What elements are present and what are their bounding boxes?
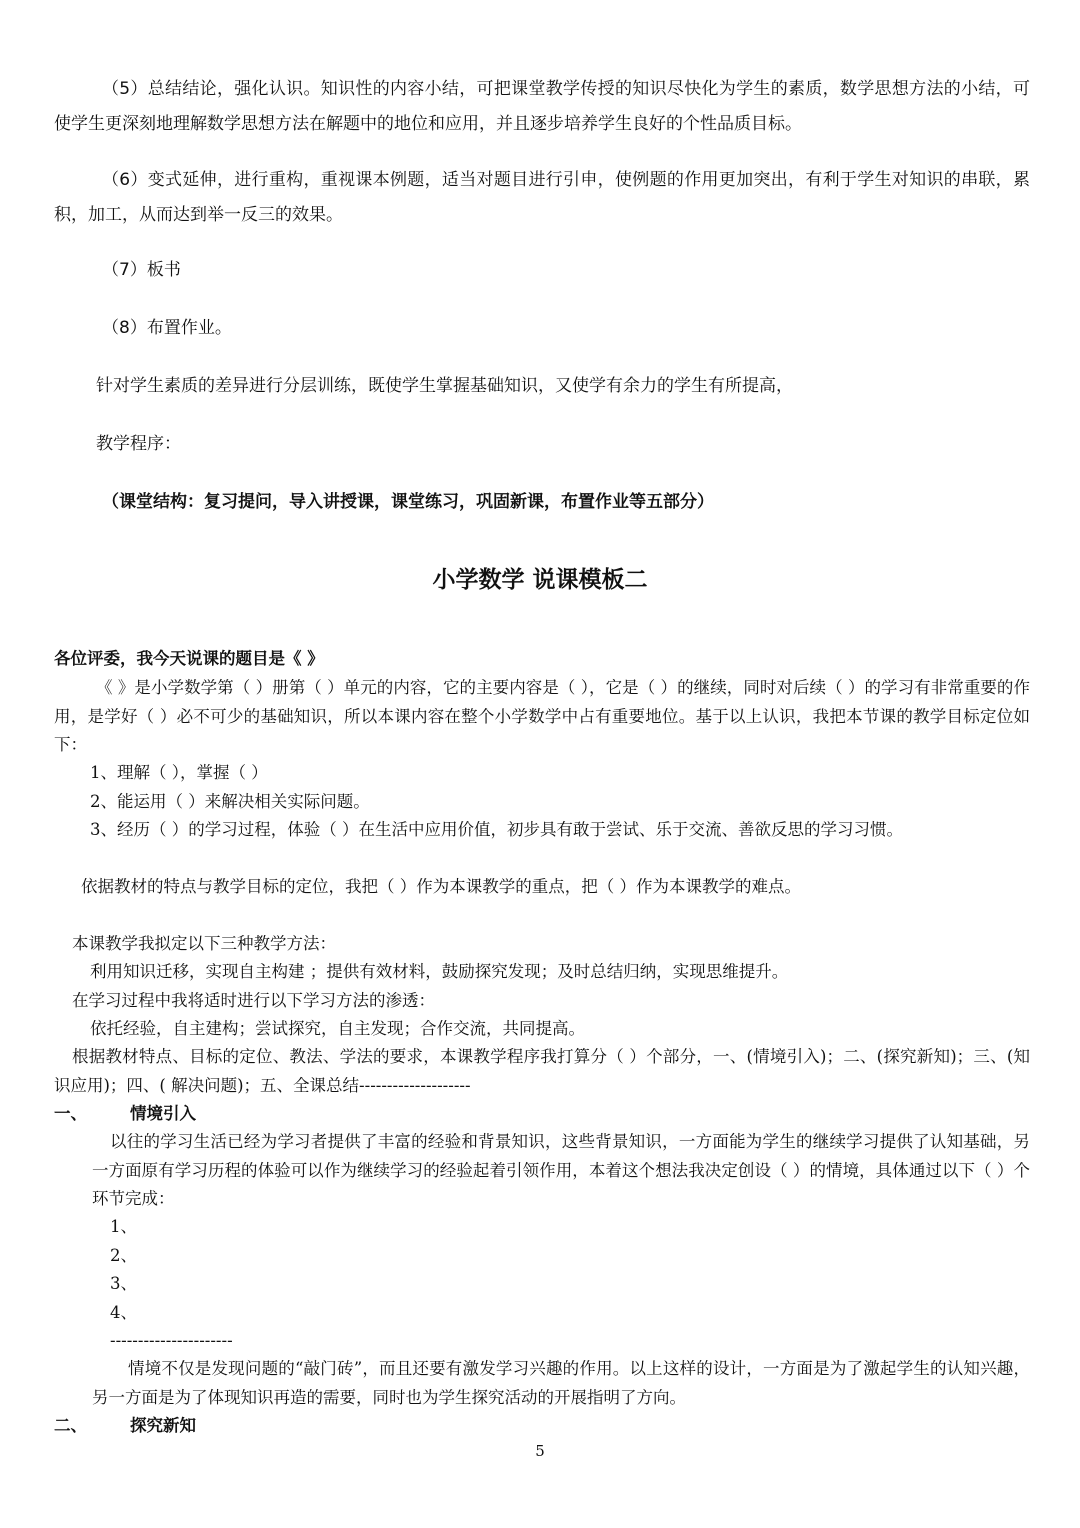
section-1-number: 一、	[54, 1104, 87, 1123]
methods-intro: 本课教学我拟定以下三种教学方法：	[72, 934, 336, 953]
section-1-title: 情境引入	[130, 1104, 196, 1123]
goal-2: 2、能运用（ ）来解决相关实际问题。	[90, 792, 370, 811]
paragraph-summary-conclusion: （5）总结结论，强化认识。知识性的内容小结，可把课堂教学传授的知识尽快化为学生的素质，数学思想方法的小结，可使学生更深刻地理解数学思想方法在解题中的地位和应用，并且逐步培养学生良好的个性品质目标。	[54, 79, 1030, 134]
paragraph-intro: 《 》是小学数学第（ ）册第（ ）单元的内容，它的主要内容是（ ），它是（ ）的继续，同时对后续（ ）的学习有非常重要的作用，是学好（ ）必不可少的基础知识，所以本课内容在整个小学数学中占有重要地位。基于以上认识，我把本节课的教学目标定位如下：	[54, 678, 1030, 754]
section-1-heading	[54, 1100, 1030, 1129]
teaching-methods: 利用知识迁移，实现自主构建 ；提供有效材料，鼓励探究发现；及时总结归纳，实现思维提升。	[90, 962, 789, 981]
study-methods: 依托经验，自主建构；尝试探究，自主发现；合作交流，共同提高。	[90, 1019, 585, 1038]
goal-1: 1、理解（ ），掌握（ ）	[90, 763, 268, 782]
section-1-summary: 情境不仅是发现问题的“敲门砖”，而且还要有激发学习兴趣的作用。以上这样的设计，一方面是为了激起学生的认知兴趣，另一方面是为了体现知识再造的需要，同时也为学生探究活动的开展指明了方向。	[92, 1359, 1030, 1407]
paragraph-teaching-procedure: 教学程序：	[96, 434, 181, 454]
section-2-title: 探究新知	[130, 1416, 196, 1435]
greeting: 各位评委，我今天说课的题目是《 》	[54, 649, 324, 668]
page-title: 小学数学 说课模板二	[432, 567, 648, 593]
step-4: 4、	[110, 1303, 137, 1322]
paragraph-procedure: 根据教材特点、目标的定位、教法、学法的要求，本课教学程序我打算分（ ）个部分，一、(情境引入)；二、(探究新知)；三、(知识应用)；四、( 解决问题)；五、全课总结--------------------	[54, 1047, 1030, 1095]
paragraph-blackboard: （7）板书	[102, 260, 181, 280]
page-number: 5	[535, 1442, 545, 1460]
paragraph-class-structure: （课堂结构：复习提问，导入讲授课，课堂练习，巩固新课，布置作业等五部分）	[102, 492, 714, 512]
paragraph-key-points: 依据教材的特点与教学目标的定位，我把（ ）作为本课教学的重点，把（ ）作为本课教学的难点。	[81, 877, 801, 896]
study-methods-intro: 在学习过程中我将适时进行以下学习方法的渗透：	[72, 991, 435, 1010]
dash-separator: ----------------------	[110, 1331, 233, 1350]
paragraph-variation-extension: （6）变式延伸，进行重构，重视课本例题，适当对题目进行引申，使例题的作用更加突出，有利于学生对知识的串联，累积，加工，从而达到举一反三的效果。	[54, 170, 1030, 225]
paragraph-layered-training: 针对学生素质的差异进行分层训练，既使学生掌握基础知识，又使学有余力的学生有所提高，	[96, 376, 793, 396]
section-2-heading	[54, 1412, 1030, 1441]
step-2: 2、	[110, 1246, 137, 1265]
step-1: 1、	[110, 1217, 137, 1236]
paragraph-homework: （8）布置作业。	[102, 318, 232, 338]
section-2-number: 二、	[54, 1416, 87, 1435]
section-1-text: 以往的学习生活已经为学习者提供了丰富的经验和背景知识，这些背景知识，一方面能为学生的继续学习提供了认知基础，另一方面原有学习历程的体验可以作为继续学习的经验起着引领作用，本着这个想法我决定创设（ ）的情境，具体通过以下（ ）个环节完成：	[92, 1132, 1030, 1208]
goal-3: 3、经历（ ）的学习过程，体验（ ）在生活中应用价值，初步具有敢于尝试、乐于交流、善欲反思的学习习惯。	[90, 820, 903, 839]
step-3: 3、	[110, 1274, 137, 1293]
